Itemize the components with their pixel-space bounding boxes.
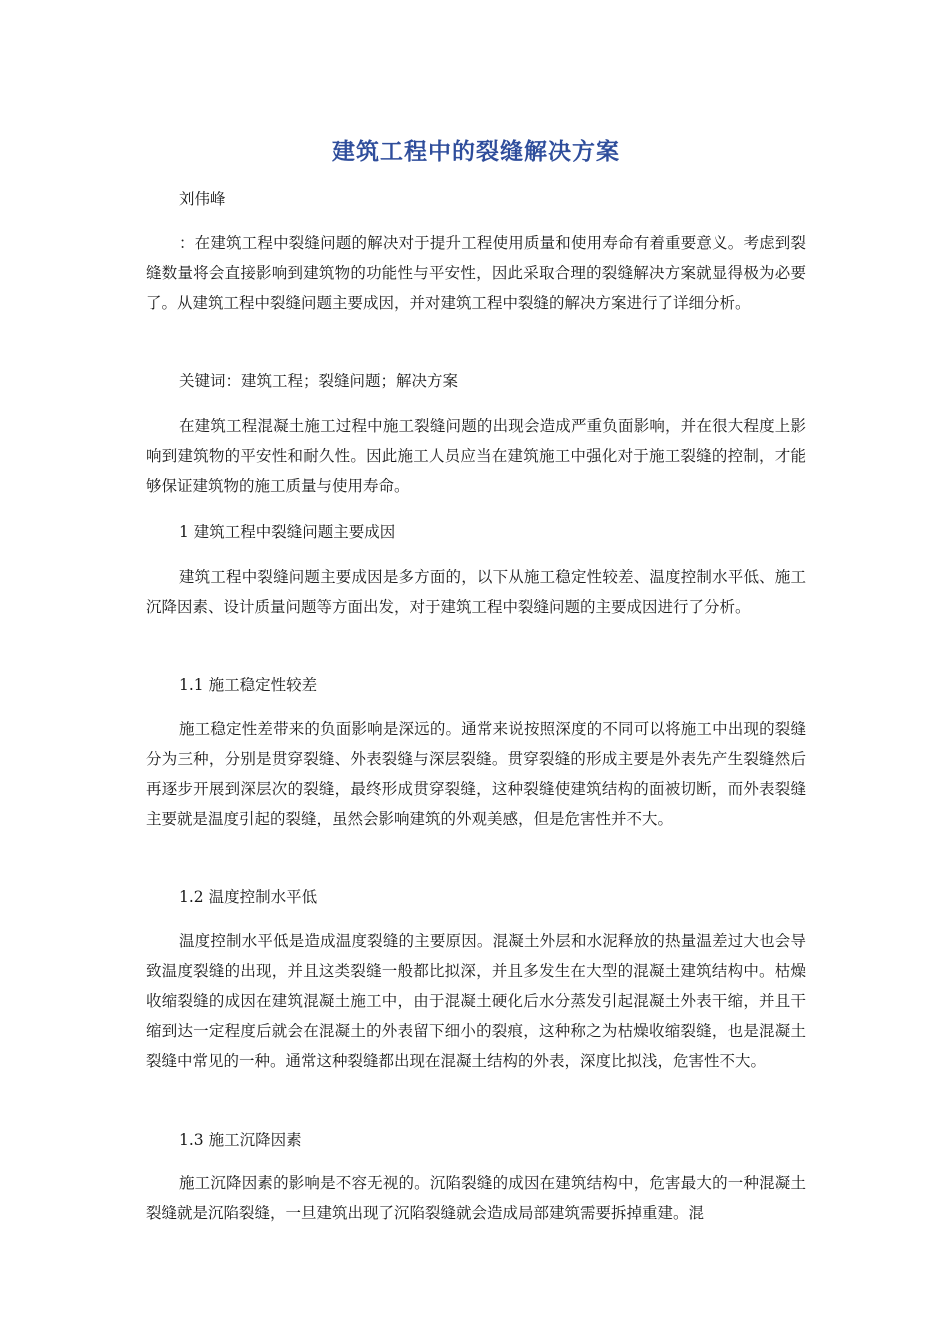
section-body-1: 建筑工程中裂缝问题主要成因是多方面的，以下从施工稳定性较差、温度控制水平低、施工沉降因素、设计质量问题等方面出发，对于建筑工程中裂缝问题的主要成因进行了分析。 [146,568,806,616]
keywords-line: 关键词：建筑工程；裂缝问题；解决方案 [179,372,459,390]
intro-paragraph: 在建筑工程混凝土施工过程中施工裂缝问题的出现会造成严重负面影响，并在很大程度上影响到建筑物的平安性和耐久性。因此施工人员应当在建筑施工中强化对于施工裂缝的控制，才能够保证建筑物的施工质量与使用寿命。 [146,417,806,495]
section-heading-1-3: 1.3 施工沉降因素 [179,1131,302,1149]
section-body-1-2: 温度控制水平低是造成温度裂缝的主要原因。混凝土外层和水泥释放的热量温差过大也会导致温度裂缝的出现，并且这类裂缝一般都比拟深，并且多发生在大型的混凝土建筑结构中。枯燥收缩裂缝的成因在建筑混凝土施工中，由于混凝土硬化后水分蒸发引起混凝土外表干缩，并且干缩到达一定程度后就会在混凝土的外表留下细小的裂痕，这种称之为枯燥收缩裂缝，也是混凝土裂缝中常见的一种。通常这种裂缝都出现在混凝土结构的外表，深度比拟浅，危害性不大。 [146,932,806,1070]
abstract-paragraph: ：在建筑工程中裂缝问题的解决对于提升工程使用质量和使用寿命有着重要意义。考虑到裂缝数量将会直接影响到建筑物的功能性与平安性，因此采取合理的裂缝解决方案就显得极为必要了。从建筑工程中裂缝问题主要成因，并对建筑工程中裂缝的解决方案进行了详细分析。 [146,234,806,312]
section-heading-1: 1 建筑工程中裂缝问题主要成因 [179,523,396,541]
section-body-1-3: 施工沉降因素的影响是不容无视的。沉陷裂缝的成因在建筑结构中，危害最大的一种混凝土裂缝就是沉陷裂缝，一旦建筑出现了沉陷裂缝就会造成局部建筑需要拆掉重建。混 [146,1174,806,1222]
section-heading-1-1: 1.1 施工稳定性较差 [179,676,318,694]
section-body-1-1: 施工稳定性差带来的负面影响是深远的。通常来说按照深度的不同可以将施工中出现的裂缝分为三种，分别是贯穿裂缝、外表裂缝与深层裂缝。贯穿裂缝的形成主要是外表先产生裂缝然后再逐步开展到深层次的裂缝，最终形成贯穿裂缝，这种裂缝使建筑结构的面被切断，而外表裂缝主要就是温度引起的裂缝，虽然会影响建筑的外观美感，但是危害性并不大。 [146,720,806,828]
document-title: 建筑工程中的裂缝解决方案 [332,139,620,165]
section-heading-1-2: 1.2 温度控制水平低 [179,888,318,906]
author-name: 刘伟峰 [179,190,226,208]
